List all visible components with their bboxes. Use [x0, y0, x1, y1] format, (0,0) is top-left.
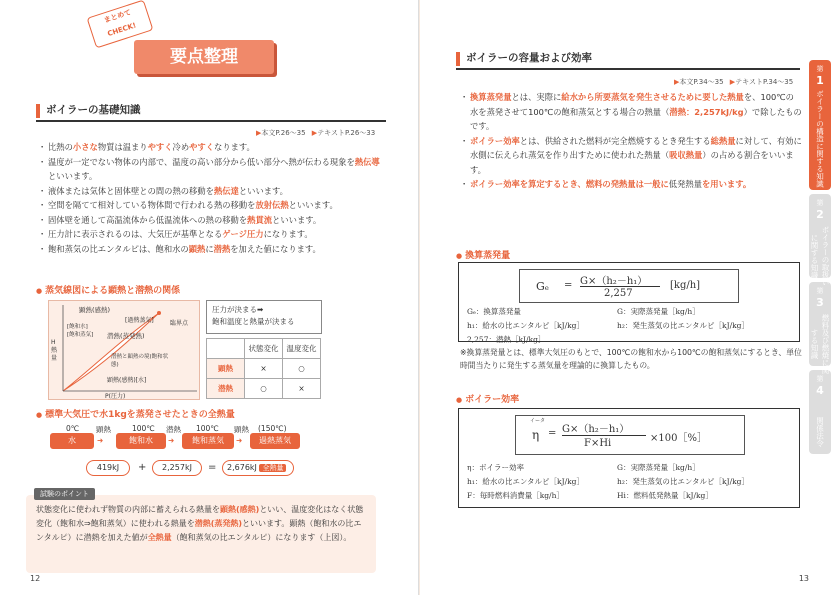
text-segment: 換算蒸発量 — [470, 92, 512, 102]
chapter-number: 2 — [816, 208, 824, 221]
section-reference: ▶本文P.34～35 ▶テキストP.34～35 — [674, 78, 794, 86]
text-segment: 液体または気体と固体壁との間の熱の移動を — [48, 185, 214, 196]
list-item — [40, 213, 385, 228]
text-segment: 潜熱(蒸発熱) — [194, 519, 243, 528]
chapter-tab-3[interactable] — [809, 282, 831, 374]
chapter-tab-prefix: 第 — [816, 199, 824, 207]
label-critical-point: 臨界点 — [170, 320, 189, 327]
eq2-lhs-reading: イータ — [530, 418, 546, 424]
text-segment: （飽和蒸気の比エンタルピ）になります（上図）。 — [171, 533, 352, 542]
text-segment: といいます。顕熱（飽和水の比エンタルピ）に潜熱を加えた値が — [36, 519, 362, 542]
text-segment: 比熱の — [48, 142, 73, 152]
text-segment: なります。 — [214, 142, 255, 152]
definition-row — [467, 489, 797, 503]
definition-cell: h₂：発生蒸気の比エンタルピ［kJ/kg］ — [617, 321, 749, 330]
text-segment: 潜熱 — [213, 243, 231, 254]
arrow-label-0: 顕熱 — [96, 425, 111, 434]
list-item — [40, 155, 385, 184]
definition-cell — [617, 333, 797, 347]
subheading-steam-diagram: ● 蒸気線図による顕熱と潜熱の関係 — [36, 283, 180, 296]
text-segment: 熱伝達 — [213, 185, 239, 196]
ref-main: 本文P.26～35 — [261, 129, 306, 137]
arrow-icon: ➜ — [97, 436, 104, 445]
label-sensible-bottom: 顕熱(感熱)[水] — [107, 377, 147, 384]
text-segment: 顕熱(感熱) — [220, 505, 260, 514]
text-segment: 低発熱量 — [668, 179, 702, 189]
cell: ○ — [245, 379, 283, 399]
text-segment: 空間を隔てて相対している物体間で行われる熱の移動を — [48, 200, 256, 210]
total-heat-badge: 全熱量 — [259, 464, 286, 472]
equation-2 — [515, 415, 745, 455]
text-segment: ）で除したものです。 — [470, 106, 802, 131]
text-segment: やすく — [147, 142, 173, 152]
text-segment: 潜熱：2,257kJ/kg — [669, 106, 744, 117]
col-state-change: 状態変化 — [245, 339, 283, 359]
definition-cell: 2,257：潜熱［kJ/kg］ — [467, 335, 546, 344]
chapter-tab-prefix: 第 — [816, 287, 824, 295]
text-segment: 放射伝熱 — [255, 200, 289, 210]
chapter-tabs — [809, 60, 831, 458]
text-segment: 給水から所要蒸気を発生させるために要した熱量 — [561, 92, 744, 102]
eq1-denominator: 2,257 — [604, 288, 633, 299]
eq1-numerator: G×（h₂－h₁） — [580, 276, 648, 287]
eq2-tail: ×100［%］ — [650, 433, 707, 444]
definition-cell: h₁：給水の比エンタルピ［kJ/kg］ — [467, 321, 584, 330]
ref-text: テキストP.34～35 — [735, 78, 794, 86]
definition-cell: G：実際蒸発量［kg/h］ — [617, 463, 700, 472]
text-segment: 熱伝導 — [354, 156, 380, 167]
exam-point-tag: 試験のポイント — [34, 488, 95, 500]
list-item — [462, 90, 802, 134]
chapter-tab-prefix: 第 — [816, 375, 824, 383]
section-title: ボイラーの容量および効率 — [466, 52, 592, 64]
definition-row — [467, 461, 797, 475]
list-item — [40, 184, 385, 199]
steam-diagram — [48, 300, 200, 400]
definition-cell: Hi：燃料低発熱量［kJ/kg］ — [617, 491, 713, 500]
eq2-lhs: η — [532, 428, 540, 442]
temp-2: 100℃ — [196, 424, 219, 433]
eq1-equals: = — [564, 280, 573, 291]
list-item — [40, 227, 385, 242]
state-saturated-steam: 飽和蒸気 — [182, 433, 234, 449]
text-segment: とは、実際に — [511, 92, 562, 102]
text-segment: といいます。 — [238, 185, 288, 196]
col-temp-change: 温度変化 — [283, 339, 321, 359]
definition-cell: F：毎時燃料消費量［kg/h］ — [467, 491, 564, 500]
op-plus: + — [138, 462, 147, 473]
chapter-label: ボイラーの取扱いに関する知識 — [810, 226, 830, 286]
section-reference: ▶本文P.26～35 ▶テキストP.26～33 — [256, 129, 376, 137]
temp-0: 0℃ — [66, 424, 80, 433]
list-item — [462, 177, 802, 192]
page-number-right: 13 — [798, 574, 809, 583]
list-item — [462, 134, 802, 178]
chapter-label: 関係法令 — [815, 417, 825, 447]
text-segment: ゲージ圧力 — [222, 229, 264, 239]
text-segment: 小さな — [72, 142, 98, 152]
label-superheat: [過熱蒸気] — [125, 317, 154, 324]
text-segment: を加えた値になります。 — [230, 243, 321, 254]
eq2-equals: = — [548, 428, 557, 439]
section-heading-capacity — [456, 50, 800, 70]
definition-row — [467, 319, 797, 333]
chapter-tab-1[interactable] — [809, 60, 831, 190]
right-page — [420, 0, 839, 595]
definition-row — [467, 333, 797, 347]
state-superheated-steam: 過熱蒸気 — [250, 433, 300, 449]
text-segment: 全熱量 — [147, 533, 172, 542]
chapter-tab-prefix: 第 — [816, 65, 824, 73]
text-segment: といい、温度変化はなく状態変化（飽和水⇒飽和蒸気）に使われる熱量を — [36, 505, 364, 528]
value-sensible: 419kJ — [86, 460, 130, 476]
list-item — [40, 242, 385, 257]
caption-line-1: 圧力が決まる➡ — [212, 305, 264, 314]
text-segment: 温度が一定でない物体の内部で、温度の高い部分から低い部分へ熱が伝わる現象を — [48, 156, 355, 167]
text-segment: とは、供給された燃料が完全燃焼するとき発生する — [519, 135, 711, 146]
subheading-boiler-efficiency: ● ボイラー効率 — [456, 392, 519, 405]
eq2-denominator: F×Hi — [584, 438, 612, 449]
section-title: ボイラーの基礎知識 — [46, 104, 141, 116]
text-segment: やすく — [189, 142, 215, 152]
cell: ○ — [283, 359, 321, 379]
text-segment: 固体壁を通して高温流体から低温流体への熱の移動を — [48, 214, 248, 225]
ref-text: テキストP.26～33 — [317, 129, 376, 137]
arrow-icon: ➜ — [236, 436, 243, 445]
text-segment: 総熱量 — [710, 135, 736, 146]
label-latent: 潜熱(蒸発熱) — [107, 332, 145, 340]
table-corner — [207, 339, 245, 359]
chapter-number: 4 — [816, 384, 824, 397]
table-caption — [206, 300, 322, 334]
eq1-fraction-bar — [580, 286, 660, 287]
section-heading-basics — [36, 102, 386, 122]
badge-line-2: CHECK! — [106, 21, 138, 39]
text-segment: ボイラー効率を算定するとき、燃料の発熱量は一般に — [470, 179, 669, 189]
definition-row — [467, 475, 797, 489]
label-sensible-top: 顕熱(感熱) — [79, 306, 111, 314]
text-segment: 顕熱 — [188, 243, 206, 254]
ref-main: 本文P.34～35 — [679, 78, 724, 86]
list-item — [40, 198, 385, 213]
text-segment: に対して、有効に水側に伝えられ蒸気を作り出すために使われた熱量（ — [470, 135, 802, 160]
op-equals: = — [208, 462, 217, 473]
text-segment: といいます。 — [48, 171, 98, 181]
chapter-label: ボイラーの構造に関する知識 — [815, 90, 825, 188]
cell: × — [245, 359, 283, 379]
exam-point-text — [36, 503, 366, 545]
definition-cell: Gₑ：換算蒸発量 — [467, 307, 521, 316]
arrow-label-2: 顕熱 — [234, 425, 249, 434]
value-latent: 2,257kJ — [152, 460, 202, 476]
eq1-unit: [kg/h] — [670, 280, 701, 291]
text-segment: を、100℃の水を蒸発させて100℃の飽和蒸気とする場合の熱量（ — [470, 92, 794, 117]
text-segment: 冷め — [172, 142, 190, 152]
text-segment: 状態変化に使われず物質の内部に蓄えられる熱量を — [36, 505, 220, 514]
text-segment: に — [205, 243, 214, 254]
row-latent: 潜熱 — [207, 379, 245, 399]
note-equivalent-evaporation: ※換算蒸発量とは、標準大気圧のもとで、100℃の飽和水から100℃の飽和蒸気にするとき、単位時間当たりに発生する蒸気量を理論的に換算したもの。 — [460, 348, 802, 370]
capacity-bullet-list — [462, 90, 802, 192]
eq1-definitions — [467, 305, 797, 347]
eq2-fraction-bar — [562, 435, 646, 436]
eq2-numerator: G×（h₂－h₁） — [562, 424, 630, 435]
formula-box-2 — [458, 408, 800, 508]
label-water: [飽和水] [飽和蒸気] — [67, 324, 94, 338]
value-total — [222, 460, 294, 476]
temp-1: 100℃ — [132, 424, 155, 433]
arrow-label-1: 潜熱 — [166, 425, 181, 434]
label-boundary: 潜熱と顕熱の境(飽和状態) — [111, 354, 169, 368]
page-number-left: 12 — [30, 574, 41, 583]
text-segment: を用います。 — [702, 179, 752, 189]
caption-line-2: 飽和温度と熱量が決まる — [212, 317, 295, 326]
definition-cell: h₂：発生蒸気の比エンタルピ［kJ/kg］ — [617, 477, 749, 486]
temp-3: (150℃) — [258, 424, 287, 433]
text-segment: ）の占める割合をいいます。 — [470, 150, 794, 175]
text-segment: になります。 — [263, 229, 313, 239]
left-page — [0, 0, 419, 595]
badge-line-1: まとめて — [102, 8, 133, 25]
definition-row — [467, 305, 797, 319]
basics-bullet-list — [40, 140, 385, 256]
row-sensible: 顕熱 — [207, 359, 245, 379]
definition-cell: h₁：給水の比エンタルピ［kJ/kg］ — [467, 477, 584, 486]
text-segment: ボイラー効率 — [470, 135, 520, 146]
chapter-tab-4[interactable] — [809, 370, 831, 454]
state-saturated-water: 飽和水 — [116, 433, 166, 449]
text-segment: 物質は温まり — [97, 142, 148, 152]
text-segment: といいます。 — [288, 200, 338, 210]
text-segment: といいます。 — [272, 214, 322, 225]
heat-state-table — [206, 338, 321, 399]
text-segment: 圧力計に表示されるのは、大気圧が基準となる — [48, 229, 223, 239]
label-p-axis: P(圧力) — [105, 393, 126, 400]
chapter-number: 1 — [816, 74, 824, 87]
text-segment: 吸収熱量 — [669, 150, 703, 160]
chapter-tab-2[interactable] — [809, 194, 831, 286]
definition-cell: G：実際蒸発量［kg/h］ — [617, 307, 700, 316]
subheading-total-heat: ● 標準大気圧で水1kgを蒸発させたときの全熱量 — [36, 407, 235, 420]
value-total-number: 2,676kJ — [227, 463, 257, 472]
eq2-definitions — [467, 461, 797, 503]
state-water: 水 — [50, 433, 94, 449]
equation-1 — [519, 269, 739, 303]
cell: × — [283, 379, 321, 399]
text-segment: 飽和蒸気の比エンタルピは、飽和水の — [48, 243, 189, 254]
text-segment: 熱貫流 — [247, 214, 273, 225]
eq1-lhs: Gₑ — [536, 280, 550, 293]
arrow-icon: ➜ — [168, 436, 175, 445]
chapter-label: 燃料及び燃焼に関する知識 — [810, 314, 830, 374]
formula-box-1 — [458, 262, 800, 342]
subheading-equivalent-evaporation: ● 換算蒸発量 — [456, 248, 510, 261]
chapter-number: 3 — [816, 296, 824, 309]
label-h-axis: H 熱量 — [51, 339, 58, 362]
definition-cell: η：ボイラー効率 — [467, 463, 524, 472]
list-item — [40, 140, 385, 155]
page-title: 要点整理 — [134, 40, 274, 74]
